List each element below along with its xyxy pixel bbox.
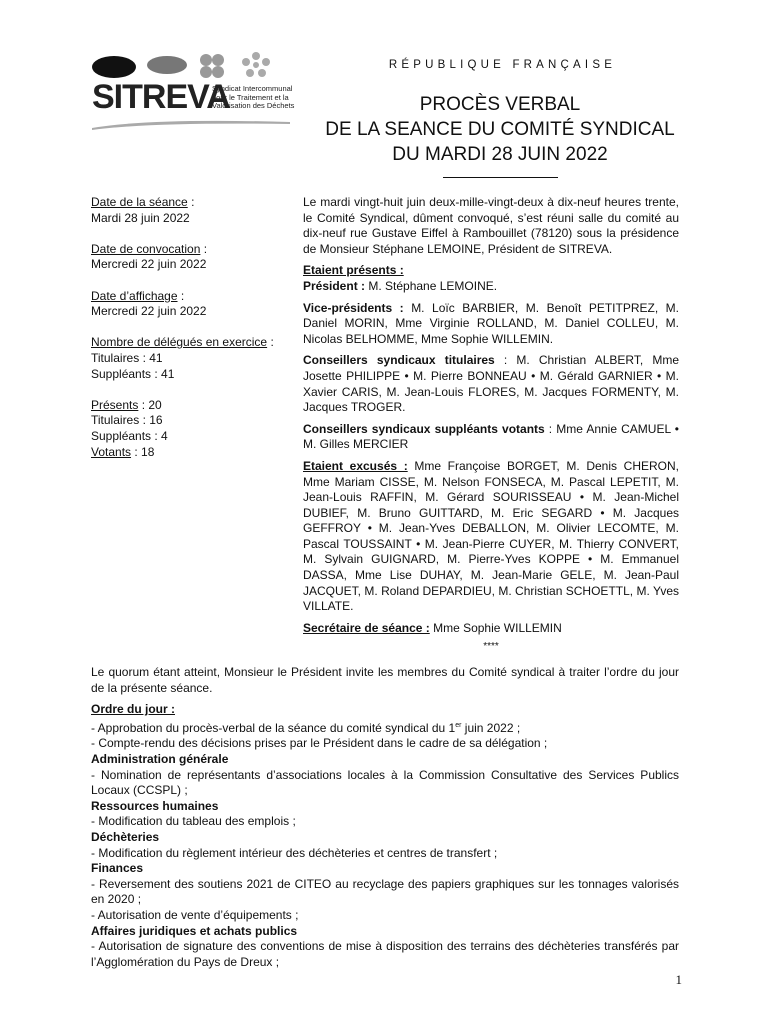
- agenda-heading: Ordre du jour :: [91, 702, 175, 717]
- meeting-meta: Date de la séance : Mardi 28 juin 2022 Date de convocation : Mercredi 22 juin 2022 Date d’affichage : Mercredi 22 juin 2022 Nombre de délégués en exercice : Titulaires : 41 Suppléants : 41 Présents : 20 Titulaires : 16 Suppléants : 4 Votants : 18: [91, 195, 291, 460]
- suppleants-value: : Mme Annie CAMUEL • M. Gilles MERCIER: [303, 421, 679, 452]
- presents-titulaires: Titulaires : 16: [91, 413, 163, 428]
- president-value: M. Stéphane LEMOINE.: [365, 278, 498, 293]
- date-seance-value: Mardi 28 juin 2022: [91, 210, 190, 225]
- date-seance-label: Date de la séance: [91, 195, 188, 209]
- delegues-label: Nombre de délégués en exercice: [91, 335, 268, 350]
- vp-value: M. Loïc BARBIER, M. Benoît PETITPREZ, M. Daniel MORIN, Mme Virginie ROLLAND, M. Daniel COLLEU, M. Nicolas BELHOMME, Mme Sophie WILLEMIN.: [303, 300, 680, 346]
- president-label: Président :: [303, 278, 366, 293]
- secretaire-value: Mme Sophie WILLEMIN: [429, 620, 562, 635]
- agenda-section-title: Ressources humaines: [91, 798, 219, 813]
- sitreva-logo: [90, 50, 295, 135]
- agenda-section: [91, 665, 679, 970]
- republic-heading: RÉPUBLIQUE FRANÇAISE: [388, 59, 617, 71]
- votants-label: Votants: [91, 444, 132, 459]
- presents-heading: Etaient présents :: [303, 263, 404, 278]
- quorum-paragraph: Le quorum étant atteint, Monsieur le Président invite les membres du Comité syndical à traiter l’ordre du jour de la présente séance.: [91, 665, 679, 695]
- titulaires-value: : M. Christian ALBERT, Mme Josette PHILIPPE • M. Pierre BONNEAU • M. Gérald GARNIER • M. Xavier CARIS, M. Jean-Louis FLORES, M. Jacques FORMENTY, M. Jacques TROGER.: [303, 353, 679, 415]
- logo-swoosh-icon: [90, 116, 295, 130]
- date-affichage-value: Mercredi 22 juin 2022: [91, 304, 207, 319]
- agenda-item: - Autorisation de vente d’équipements ;: [91, 907, 299, 922]
- attendance-section: [303, 195, 679, 655]
- date-convocation-value: Mercredi 22 juin 2022: [91, 257, 207, 272]
- presents-label: Présents: [91, 397, 139, 412]
- suppleants-count: Suppléants : 41: [91, 366, 175, 381]
- agenda-item: - Compte-rendu des décisions prises par le Président dans le cadre de sa délégation ;: [91, 736, 548, 751]
- vp-label: Vice-présidents :: [303, 300, 404, 315]
- presents-value: : 20: [138, 397, 162, 412]
- titulaires-count: Titulaires : 41: [91, 350, 163, 365]
- excuses-value: Mme Françoise BORGET, M. Denis CHERON, Mme Mariam CISSE, M. Nelson FONSECA, M. Pascal LEPETIT, M. Jean-Louis RAFFIN, M. Gérard SOURISSEAU • M. Jean-Michel DUBIEF, M. Bruno GUITTARD, M. Eric SEGARD • M. Jacques GEFFROY • M. Jean-Yves DEBALLON, M. Olivier LECOMTE, M. Pascal TOUSSAINT • M. Jean-Pierre CUYER, M. Thierry CONVERT, M. Sylvain GUIGNARD, M. Pierre-Yves KOPPE • M. Emmanuel DASSA, Mme Lise DUHAY, M. Jean-Marie GELE, M. Jean-Paul JACQUET, M. Roland DEPARDIEU, M. Christian SCHOETTL, M. Yves VILLATE.: [303, 458, 679, 614]
- agenda-section-title: Administration générale: [91, 751, 229, 766]
- suppleants-label: Conseillers syndicaux suppléants votants: [303, 421, 545, 436]
- titulaires-label: Conseillers syndicaux titulaires: [303, 353, 495, 368]
- title-divider: [443, 177, 558, 178]
- agenda-section-title: Déchèteries: [91, 829, 160, 844]
- separator-stars: ****: [483, 641, 499, 653]
- logo-shapes-icon: [90, 50, 295, 80]
- page-title: PROCÈS VERBAL DE LA SEANCE DU COMITÉ SYNDICAL DU MARDI 28 JUIN 2022: [325, 94, 675, 165]
- date-convocation-label: Date de convocation: [91, 241, 201, 256]
- intro-paragraph: Le mardi vingt-huit juin deux-mille-vingt-deux à dix-neuf heures trente, le Comité Syndical, dûment convoqué, s’est réuni salle du comité au dix-neuf rue Gustave Eiffel à Rambouillet (78120) sous la présidence de Monsieur Stéphane LEMOINE, Président de SITREVA.: [303, 195, 679, 256]
- votants-value: : 18: [131, 444, 155, 459]
- agenda-section-title: Affaires juridiques et achats publics: [91, 923, 298, 938]
- page-number: 1: [675, 972, 682, 987]
- date-affichage-label: Date d’affichage: [91, 288, 178, 303]
- agenda-item: - Modification du règlement intérieur des déchèteries et centres de transfert ;: [91, 845, 498, 860]
- logo-tagline: Syndicat Intercommunal pour le Traitement et la Valorisation des Déchets: [212, 84, 295, 111]
- agenda-section-title: Finances: [91, 861, 144, 876]
- agenda-item: - Nomination de représentants d’associations locales à la Commission Consultative des Services Publics Locaux (CCSPL) ;: [91, 767, 679, 798]
- secretaire-label: Secrétaire de séance :: [303, 620, 430, 635]
- excuses-label: Etaient excusés :: [303, 458, 408, 473]
- agenda-item: - Modification du tableau des emplois ;: [91, 814, 296, 829]
- agenda-item: - Autorisation de signature des conventions de mise à disposition des terrains des déchèteries transférés par l’Agglomération du Pays de Dreux ;: [91, 939, 679, 969]
- agenda-item: - Reversement des soutiens 2021 de CITEO au recyclage des papiers graphiques sur les tonnages valorisés en 2020 ;: [91, 876, 679, 907]
- agenda-item: - Approbation du procès-verbal de la séance du comité syndical du 1er juin 2022 ;: [91, 720, 521, 735]
- presents-suppleants: Suppléants : 4: [91, 428, 168, 443]
- logo-wordmark: SITREVA: [92, 78, 230, 116]
